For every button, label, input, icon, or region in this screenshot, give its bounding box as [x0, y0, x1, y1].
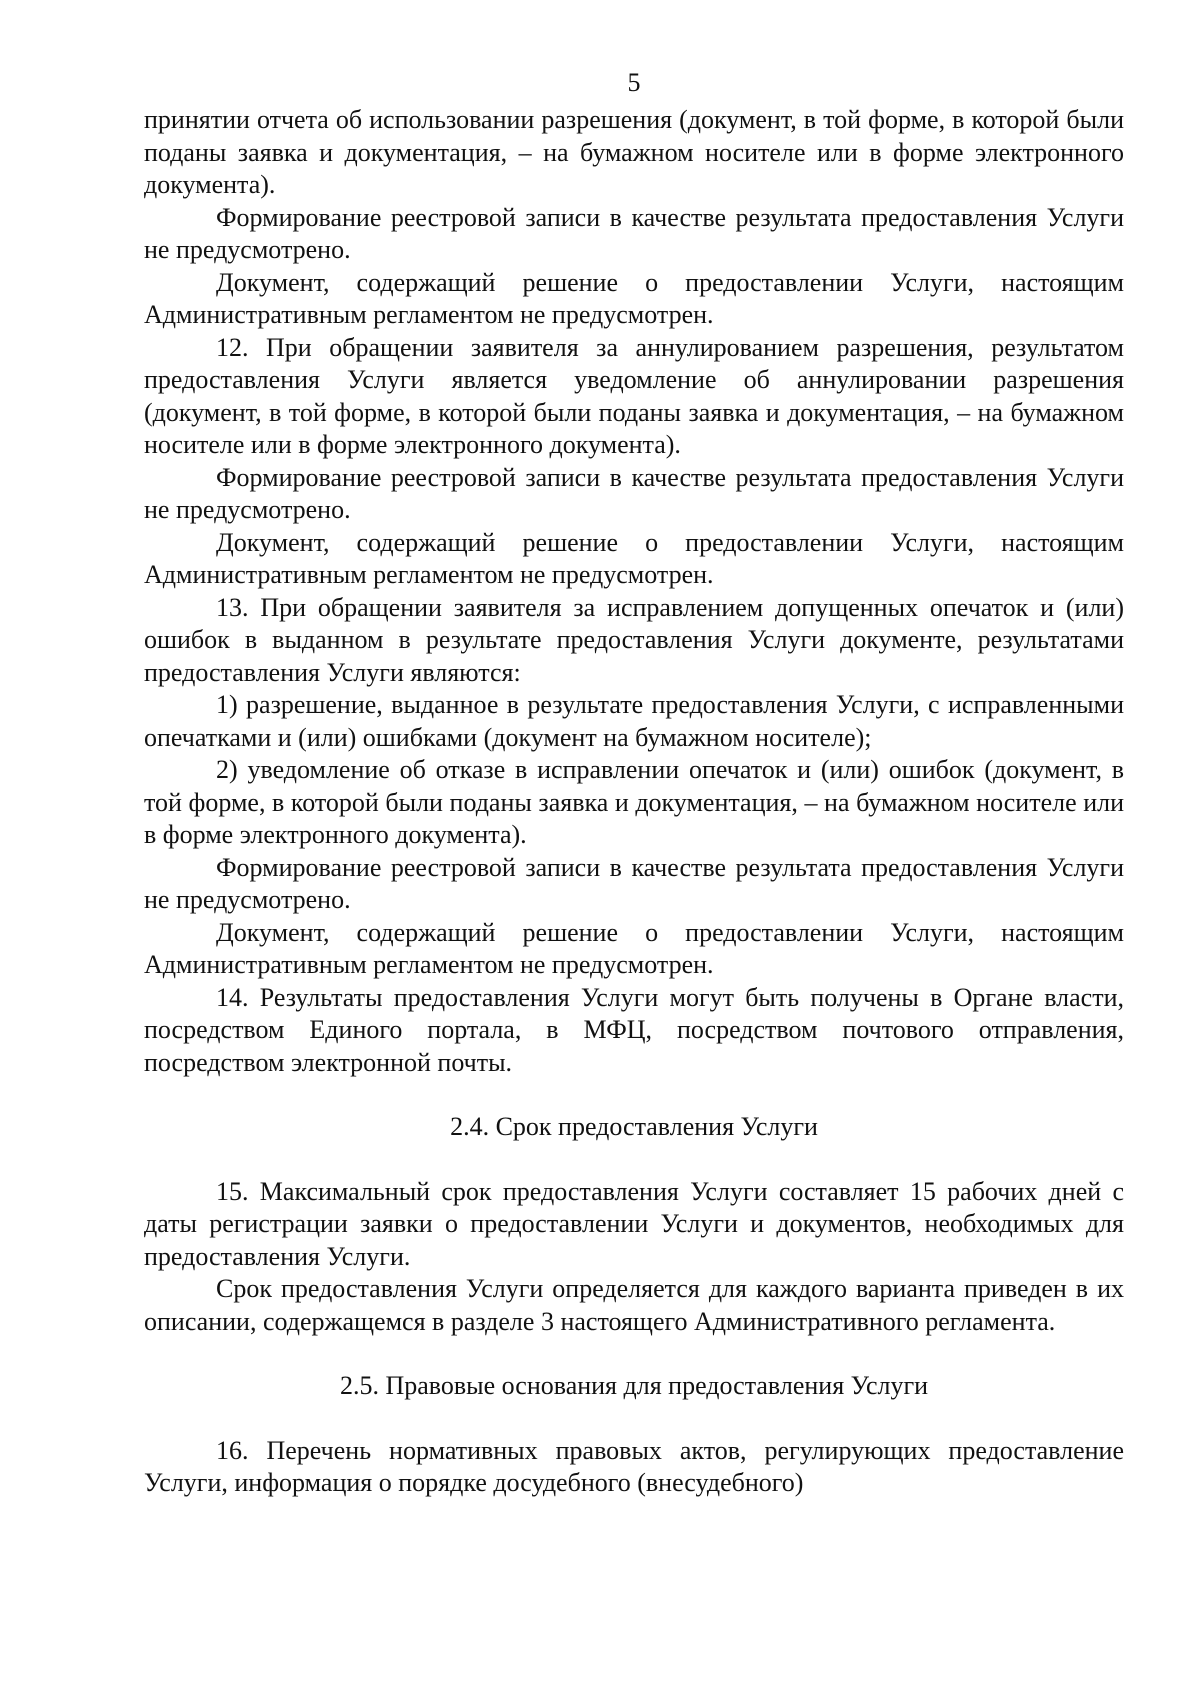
- paragraph-term-variants: Срок предоставления Услуги определяется для каждого варианта приведен в их описании, содержащемся в разделе 3 настоящего Административного регламента.: [144, 1274, 1124, 1336]
- paragraph-registry-record: Формирование реестровой записи в качестве результата предоставления Услуги не предусмотрено.: [144, 202, 1124, 264]
- paragraph-decision-document: Документ, содержащий решение о предоставлении Услуги, настоящим Административным регламентом не предусмотрен.: [144, 527, 1124, 589]
- paragraph-decision-document: Документ, содержащий решение о предоставлении Услуги, настоящим Административным регламентом не предусмотрен.: [144, 917, 1124, 979]
- paragraph-item-16: 16. Перечень нормативных правовых актов, регулирующих предоставление Услуги, информация о порядке досудебного (внесудебного): [144, 1435, 1124, 1497]
- list-item-1: 1) разрешение, выданное в результате предоставления Услуги, с исправленными опечатками и (или) ошибками (документ на бумажном носителе);: [144, 690, 1124, 752]
- paragraph-item-13: 13. При обращении заявителя за исправлением допущенных опечаток и (или) ошибок в выданном в результате предоставления Услуги документе, результатами предоставления Услуги являются:: [144, 592, 1124, 687]
- paragraph-registry-record: Формирование реестровой записи в качестве результата предоставления Услуги не предусмотрено.: [144, 852, 1124, 914]
- paragraph-registry-record: Формирование реестровой записи в качестве результата предоставления Услуги не предусмотрено.: [144, 462, 1124, 524]
- section-heading-2-4: 2.4. Срок предоставления Услуги: [450, 1112, 818, 1141]
- paragraph-item-15: 15. Максимальный срок предоставления Услуги составляет 15 рабочих дней с даты регистрации заявки о предоставлении Услуги и документов, необходимых для предоставления Услуги.: [144, 1176, 1124, 1271]
- page-number: 5: [627, 68, 641, 97]
- paragraph-item-14: 14. Результаты предоставления Услуги могут быть получены в Органе власти, посредством Единого портала, в МФЦ, посредством почтового отправления, посредством электронной почты.: [144, 982, 1124, 1077]
- paragraph-decision-document: Документ, содержащий решение о предоставлении Услуги, настоящим Административным регламентом не предусмотрен.: [144, 267, 1124, 329]
- paragraph-continuation: принятии отчета об использовании разрешения (документ, в той форме, в которой были поданы заявка и документация, – на бумажном носителе или в форме электронного документа).: [144, 105, 1124, 199]
- section-heading-2-5: 2.5. Правовые основания для предоставления Услуги: [339, 1371, 929, 1400]
- document-page: [144, 70, 1124, 1500]
- list-item-2: 2) уведомление об отказе в исправлении опечаток и (или) ошибок (документ, в той форме, в которой были поданы заявка и документация, – на бумажном носителе или в форме электронного документа).: [144, 755, 1124, 849]
- paragraph-item-12: 12. При обращении заявителя за аннулированием разрешения, результатом предоставления Услуги является уведомление об аннулировании разрешения (документ, в той форме, в которой были поданы заявка и документация, – на бумажном носителе или в форме электронного документа).: [144, 332, 1124, 459]
